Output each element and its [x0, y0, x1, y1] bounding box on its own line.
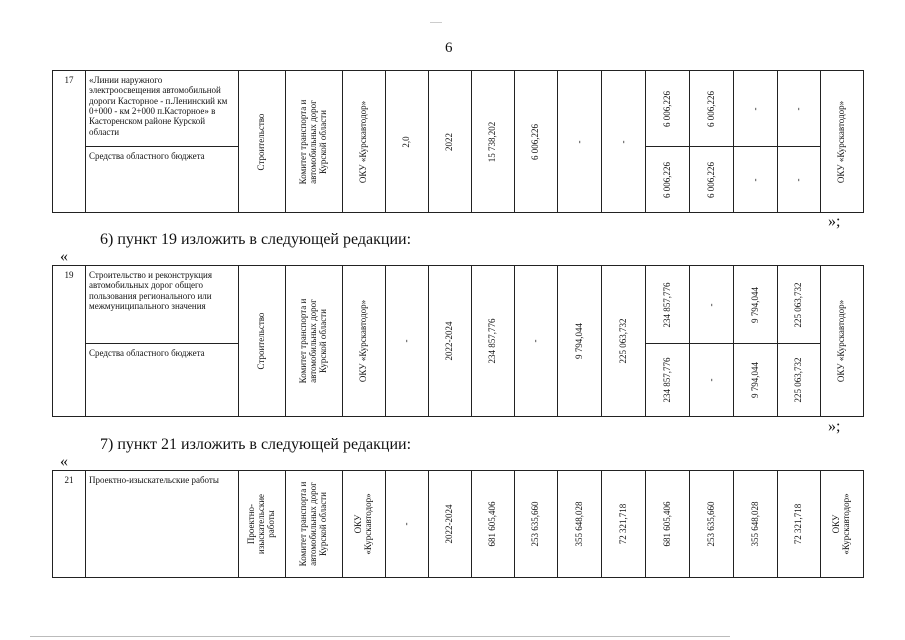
period: 2022-2024: [429, 471, 472, 578]
funding-total-budget: 234 857,776: [646, 344, 690, 417]
customer: Комитет транспорта и автомобильных дорог Курской области: [286, 471, 343, 578]
client: ОКУ «Курскавтодор»: [821, 471, 864, 578]
table-row-19: [52, 265, 864, 417]
period: 2022: [429, 71, 472, 213]
object-name: Строительство и реконструкция автомобильных дорог общего пользования регионального или межмуниципального значения: [86, 266, 239, 344]
funding-2024-budget: 225 063,732: [778, 344, 821, 417]
estimate: 234 857,776: [472, 266, 515, 417]
estimate: 681 605,406: [472, 471, 515, 578]
funding-2024: 72 321,718: [778, 471, 821, 578]
table-row-17: [52, 70, 864, 213]
funding-2023-budget: 9 794,044: [734, 344, 778, 417]
cost-2024: 72 321,718: [602, 471, 646, 578]
section-heading-21: 7) пункт 21 изложить в следующей редакции:: [100, 436, 412, 453]
funding-source: Средства областного бюджета: [86, 147, 239, 213]
funding-2023-budget: -: [734, 147, 778, 213]
builder: ОКУ «Курскавтодор»: [343, 471, 386, 578]
cost-2023: 355 648,028: [558, 471, 602, 578]
section-heading-19: 6) пункт 19 изложить в следующей редакции:: [100, 231, 412, 248]
capacity: -: [386, 266, 429, 417]
funding-2023: -: [734, 71, 778, 147]
funding-2022: 253 635,660: [690, 471, 734, 578]
funding-total: 681 605,406: [646, 471, 690, 578]
funding-total: 6 006,226: [646, 71, 690, 147]
funding-2023: 9 794,044: [734, 266, 778, 344]
quote-open: «: [60, 453, 68, 470]
customer: Комитет транспорта и автомобильных дорог Курской области: [286, 266, 343, 417]
funding-2022: -: [690, 266, 734, 344]
scan-edge-line: [30, 636, 730, 637]
funding-2024-budget: -: [778, 147, 821, 213]
work-type: Проектно-изыскательские работы: [239, 471, 286, 578]
cost-2022: 253 635,660: [515, 471, 558, 578]
estimate: 15 738,202: [472, 71, 515, 213]
cost-2023: -: [558, 71, 602, 213]
quote-open: «: [60, 248, 68, 265]
capacity: 2,0: [386, 71, 429, 213]
scan-mark: [430, 22, 442, 23]
builder: ОКУ «Курскавтодор»: [343, 266, 386, 417]
work-type: Строительство: [239, 71, 286, 213]
cost-2024: -: [602, 71, 646, 213]
cost-2022: 6 006,226: [515, 71, 558, 213]
table-row-21: [52, 470, 864, 578]
object-name: «Линии наружного электроосвещения автомобильной дороги Касторное - п.Ленинский км 0+000 - км 2+000 п.Касторное» в Касторенском районе Курской области: [86, 71, 239, 147]
quote-close: »;: [828, 418, 841, 435]
funding-2024: -: [778, 71, 821, 147]
funding-total-budget: 6 006,226: [646, 147, 690, 213]
work-type: Строительство: [239, 266, 286, 417]
row-number: 19: [53, 266, 86, 417]
page-number: 6: [445, 40, 453, 56]
object-name: Проектно-изыскательские работы: [86, 471, 239, 578]
builder: ОКУ «Курскавтодор»: [343, 71, 386, 213]
customer: Комитет транспорта и автомобильных дорог Курской области: [286, 71, 343, 213]
cost-2023: 9 794,044: [558, 266, 602, 417]
funding-source: Средства областного бюджета: [86, 344, 239, 417]
funding-2022-budget: 6 006,226: [690, 147, 734, 213]
quote-close: »;: [828, 213, 841, 230]
cost-2024: 225 063,732: [602, 266, 646, 417]
funding-2022-budget: -: [690, 344, 734, 417]
funding-total: 234 857,776: [646, 266, 690, 344]
period: 2022-2024: [429, 266, 472, 417]
funding-2023: 355 648,028: [734, 471, 778, 578]
row-number: 21: [53, 471, 86, 578]
funding-2022: 6 006,226: [690, 71, 734, 147]
client: ОКУ «Курскавтодор»: [821, 266, 864, 417]
client: ОКУ «Курскавтодор»: [821, 71, 864, 213]
capacity: -: [386, 471, 429, 578]
row-number: 17: [53, 71, 86, 213]
cost-2022: -: [515, 266, 558, 417]
funding-2024: 225 063,732: [778, 266, 821, 344]
